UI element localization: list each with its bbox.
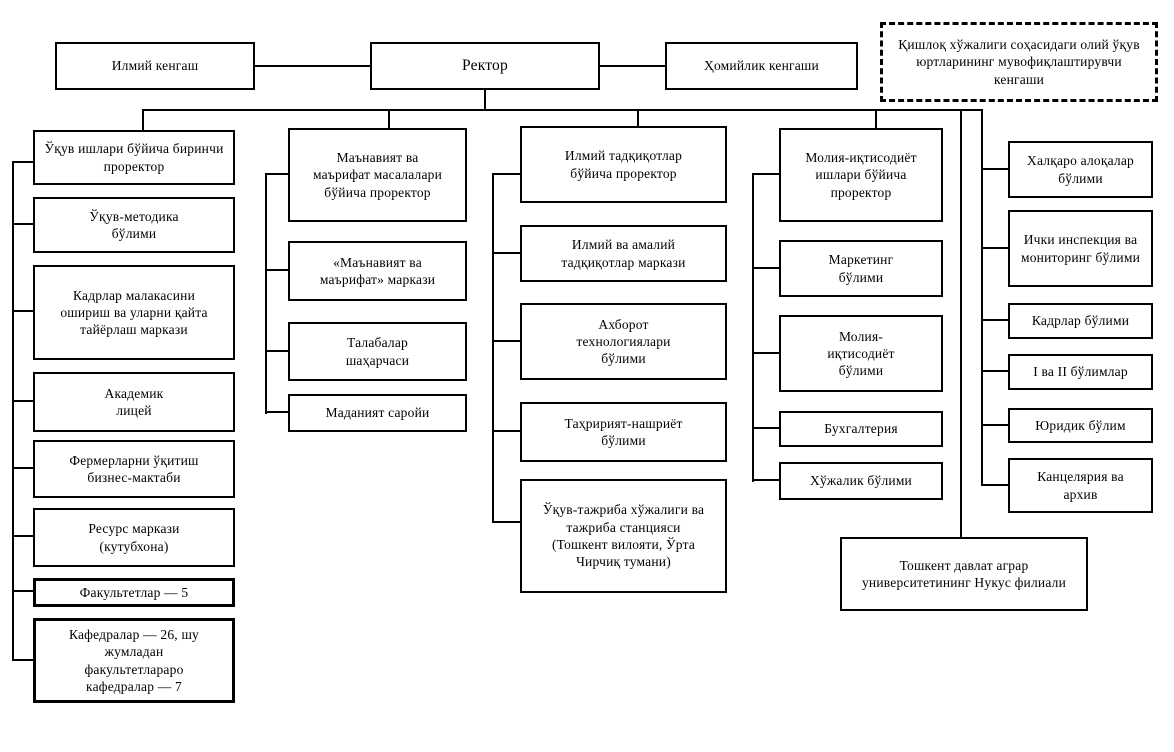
box-patronage-council: Ҳомийлик кенгаши: [665, 42, 858, 90]
box-applied-research-center: Илмий ва амалий тадқиқотлар маркази: [520, 225, 727, 282]
connector-stub: [981, 424, 1008, 426]
connector-stub: [752, 479, 779, 481]
box-first-prorector-academic: Ўқув ишлари бўйича биринчи проректор: [33, 130, 235, 185]
box-coordinating-council: Қишлоқ хўжалиги соҳасидаги олий ўқув юртларининг мувофиқлаштирувчи кенгаши: [880, 22, 1158, 102]
connector-stub: [492, 173, 520, 175]
box-experimental-farm-station: Ўқув-тажриба хўжалиги ва тажриба станцияси (Тошкент вилояти, Ўрта Чирчиқ тумани): [520, 479, 727, 593]
box-culture-palace: Маданият саройи: [288, 394, 467, 432]
connector-spine-col3: [492, 173, 494, 523]
box-academic-lyceum: Академик лицей: [33, 372, 235, 432]
box-marketing-dept: Маркетинг бўлими: [779, 240, 943, 297]
box-facilities-dept: Хўжалик бўлими: [779, 462, 943, 500]
box-scientific-council: Илмий кенгаш: [55, 42, 255, 90]
connector-stub: [12, 590, 33, 592]
box-editorial-publishing-dept: Таҳририят-нашриёт бўлими: [520, 402, 727, 462]
box-farmers-business-school: Фермерларни ўқитиш бизнес-мактаби: [33, 440, 235, 498]
box-spirituality-center: «Маънавият ва маърифат» маркази: [288, 241, 467, 301]
connector-stub: [265, 411, 288, 413]
connector-rector-patronage: [600, 65, 665, 67]
connector-stub: [981, 370, 1008, 372]
connector-stub: [265, 350, 288, 352]
box-departments-count: Кафедралар — 26, шу жумладан факультетлараро кафедралар — 7: [33, 618, 235, 703]
connector-drop-nukus-branch: [960, 109, 962, 537]
box-prorector-finance: Молия-иқтисодиёт ишлари бўйича проректор: [779, 128, 943, 222]
connector-stub: [492, 521, 520, 523]
connector-spine-col1: [12, 161, 14, 661]
connector-spine-col2: [265, 173, 267, 414]
connector-stub: [265, 269, 288, 271]
connector-spine-central-units: [981, 109, 983, 486]
box-it-dept: Ахборот технологиялари бўлими: [520, 303, 727, 380]
connector-drop-col1: [142, 109, 144, 130]
box-prorector-spirituality: Маънавият ва маърифат масалалари бўйича проректор: [288, 128, 467, 222]
connector-stub: [752, 267, 779, 269]
connector-stub: [752, 173, 779, 175]
connector-spine-col4: [752, 173, 754, 482]
connector-stub: [265, 173, 288, 175]
connector-stub: [12, 310, 33, 312]
connector-stub: [12, 400, 33, 402]
connector-stub: [12, 659, 33, 661]
box-resource-center-library: Ресурс маркази (кутубхона): [33, 508, 235, 567]
box-international-relations-dept: Халқаро алоқалар бўлими: [1008, 141, 1153, 198]
box-teaching-methodics-dept: Ўқув-методика бўлими: [33, 197, 235, 253]
connector-drop-col3: [637, 109, 639, 126]
connector-stub: [981, 168, 1008, 170]
connector-scientific-rector: [255, 65, 370, 67]
box-prorector-research: Илмий тадқиқотлар бўйича проректор: [520, 126, 727, 203]
box-chancellery-archive: Канцелярия ва архив: [1008, 458, 1153, 513]
box-faculties-count: Факультетлар — 5: [33, 578, 235, 607]
box-student-campus: Талабалар шаҳарчаси: [288, 322, 467, 381]
connector-stub: [981, 247, 1008, 249]
connector-main-bus: [142, 109, 983, 111]
box-personnel-retraining-center: Кадрлар малакасини ошириш ва уларни қайта тайёрлаш маркази: [33, 265, 235, 360]
connector-stub: [752, 427, 779, 429]
connector-rector-drop: [484, 90, 486, 111]
box-legal-dept: Юридик бўлим: [1008, 408, 1153, 443]
box-nukus-branch: Тошкент давлат аграр университетининг Нукус филиали: [840, 537, 1088, 611]
connector-stub: [12, 467, 33, 469]
box-internal-inspection-monitoring-dept: Ички инспекция ва мониторинг бўлими: [1008, 210, 1153, 287]
connector-stub: [981, 319, 1008, 321]
connector-stub: [492, 252, 520, 254]
connector-drop-col2: [388, 109, 390, 128]
connector-stub: [12, 223, 33, 225]
box-finance-economics-dept: Молия-иқтисодиёт бўлими: [779, 315, 943, 392]
connector-stub: [12, 161, 33, 163]
box-hr-dept: Кадрлар бўлими: [1008, 303, 1153, 339]
box-accounting: Бухгалтерия: [779, 411, 943, 447]
box-units-1-and-2: I ва II бўлимлар: [1008, 354, 1153, 390]
connector-stub: [981, 484, 1008, 486]
connector-drop-col4: [875, 109, 877, 128]
connector-stub: [492, 430, 520, 432]
connector-stub: [752, 352, 779, 354]
connector-stub: [12, 535, 33, 537]
connector-stub: [492, 340, 520, 342]
box-rector: Ректор: [370, 42, 600, 90]
